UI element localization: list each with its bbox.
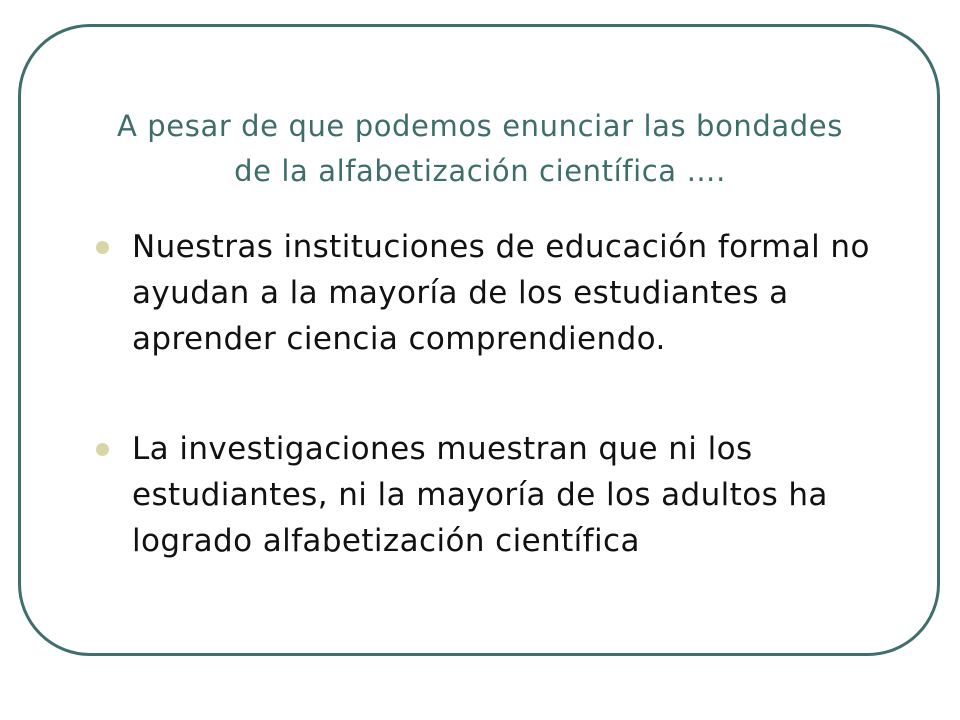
bullet-item-2 <box>96 426 916 564</box>
bullet-dot-icon <box>96 443 109 456</box>
bullet-text-2: La investigaciones muestran que ni los estudiantes, ni la mayoría de los adultos ha logrado alfabetización científica <box>132 431 828 559</box>
bullet-list <box>96 224 916 564</box>
bullet-dot-icon <box>96 241 109 254</box>
title-line-2: de la alfabetización científica …. <box>234 154 726 188</box>
title-line-1: A pesar de que podemos enunciar las bondades <box>117 109 843 143</box>
slide-title <box>60 104 900 194</box>
bullet-text-1: Nuestras instituciones de educación formal no ayudan a la mayoría de los estudiantes a aprender ciencia comprendiendo. <box>132 229 870 357</box>
bullet-item-1 <box>96 224 916 362</box>
